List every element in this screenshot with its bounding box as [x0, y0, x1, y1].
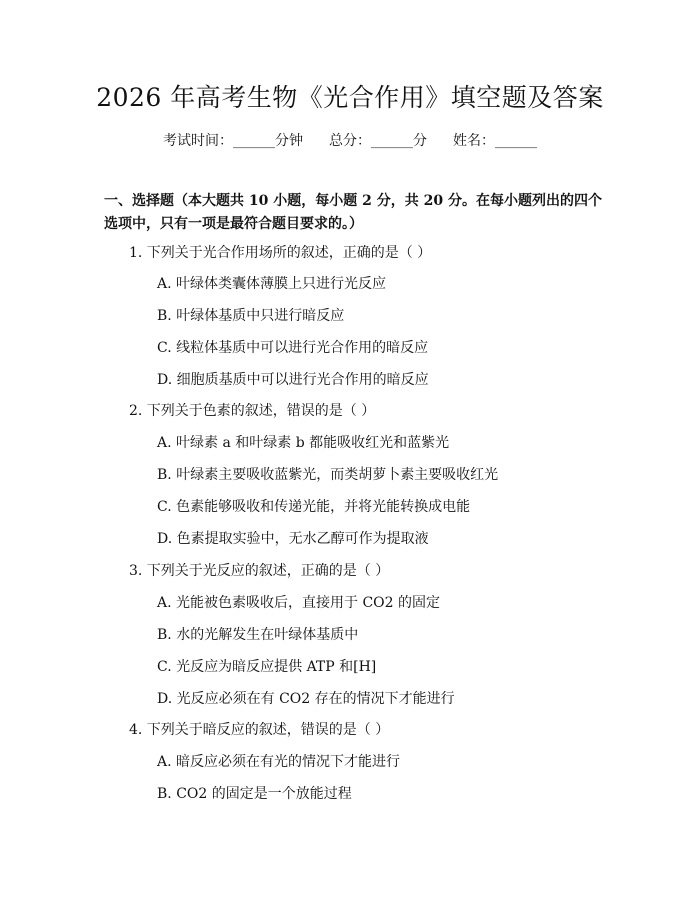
total-score-field: 总分：______分 — [329, 133, 427, 149]
question-1-option-c: C. 线粒体基质中可以进行光合作用的暗反应 — [157, 340, 429, 356]
question-3-option-c: C. 光反应为暗反应提供 ATP 和[H] — [157, 659, 377, 675]
question-1-option-b: B. 叶绿体基质中只进行暗反应 — [157, 308, 345, 324]
question-4-option-a: A. 暗反应必须在有光的情况下才能进行 — [157, 754, 401, 770]
question-2-option-a: A. 叶绿素 a 和叶绿素 b 都能吸收红光和蓝紫光 — [157, 435, 450, 451]
question-1-option-d: D. 细胞质基质中可以进行光合作用的暗反应 — [157, 372, 429, 388]
question-3-option-b: B. 水的光解发生在叶绿体基质中 — [157, 627, 359, 643]
question-4-option-b: B. CO2 的固定是一个放能过程 — [157, 786, 352, 802]
question-1-stem: 1. 下列关于光合作用场所的叙述，正确的是（ ） — [129, 245, 432, 261]
student-name-field: 姓名：______ — [453, 133, 537, 149]
question-1-option-a: A. 叶绿体类囊体薄膜上只进行光反应 — [157, 276, 387, 292]
exam-time-field: 考试时间：______分钟 — [163, 133, 303, 149]
question-2-option-c: C. 色素能够吸收和传递光能，并将光能转换成电能 — [157, 499, 471, 515]
section-heading: 一、选择题（本大题共 10 小题，每小题 2 分，共 20 分。在每小题列出的四个选项中，只有一项是最符合题目要求的。） — [104, 193, 602, 232]
question-3-option-a: A. 光能被色素吸收后，直接用于 CO2 的固定 — [157, 595, 441, 611]
exam-info-line — [0, 131, 700, 151]
page-title: 2026 年高考生物《光合作用》填空题及答案 — [96, 83, 604, 112]
question-2-option-b: B. 叶绿素主要吸收蓝紫光，而类胡萝卜素主要吸收红光 — [157, 467, 499, 483]
question-3-option-d: D. 光反应必须在有 CO2 存在的情况下才能进行 — [157, 691, 455, 707]
question-2-stem: 2. 下列关于色素的叙述，错误的是（ ） — [129, 403, 376, 419]
question-3-stem: 3. 下列关于光反应的叙述，正确的是（ ） — [129, 563, 390, 579]
question-2-option-d: D. 色素提取实验中，无水乙醇可作为提取液 — [157, 531, 429, 547]
question-4-stem: 4. 下列关于暗反应的叙述，错误的是（ ） — [129, 722, 390, 738]
